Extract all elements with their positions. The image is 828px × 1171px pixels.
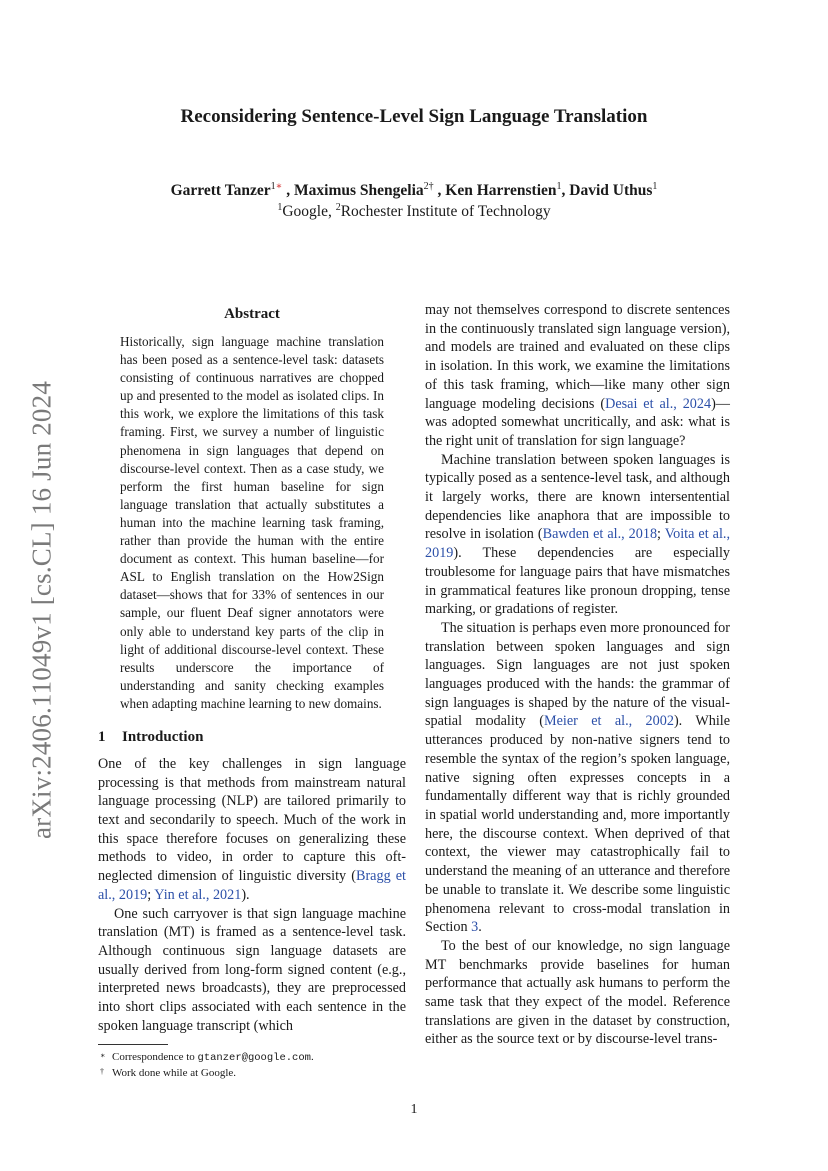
citation-link[interactable]: Meier et al., 2002: [543, 713, 674, 730]
intro-paragraph-1: [98, 755, 406, 905]
text-run: .: [478, 919, 482, 936]
author-separator: ,: [282, 182, 295, 200]
intro-paragraph-4: [425, 451, 730, 619]
text-run: ). While utterances produced by non-native signers tend to resemble the syntax of the region’s spoken language, native signing often expresses concepts in a fundamentally different way that is richly grounded in spatial world understanding and, more importantly here, the discourse context. When deprived of that context, the viewer may catastrophically fail to understand the meaning of an utterance and therefore be unable to translate it. We describe some linguistic phenomena relevant to cross-modal translation in Section: [425, 713, 730, 936]
arxiv-identifier: arXiv:2406.11049v1 [cs.CL] 16 Jun 2024: [26, 380, 57, 840]
author-name: Garrett Tanzer: [170, 182, 271, 200]
right-column: [425, 301, 730, 1049]
author-name: David Uthus: [569, 182, 653, 200]
intro-paragraph-2: One such carryover is that sign language machine translation (MT) is framed as a sentence-level task. Although continuous sign language datasets are usually derived from long-form signed content (e.g., interpreted news broadcasts), they are preprocessed into short clips associated with each sentence in the spoken language transcript (which: [98, 905, 406, 1034]
text-run: may not themselves correspond to discrete sentences in the continuously translated sign language version), and models are trained and evaluated on these clips in isolation. In this work, we examine the limitations of this task framing, which—like many other sign language modeling decisions (: [425, 302, 730, 412]
footnote-mark: ∗: [100, 1051, 106, 1060]
text-run: ). These dependencies are especially troublesome for language pairs that have mismatches in grammatical features like pronoun dropping, tense marking, or gradations of register.: [425, 545, 730, 618]
affil-rit: Rochester Institute of Technology: [340, 203, 551, 221]
text-run: ).: [241, 886, 250, 903]
text-run: )—was adopted somewhat uncritically, and ask: what is the right unit of translation for sign language?: [425, 395, 730, 449]
section-title: Introduction: [122, 728, 204, 745]
affil-sup: 1: [277, 202, 283, 213]
citation-link[interactable]: Bawden et al., 2018: [542, 526, 658, 543]
email-link[interactable]: gtanzer@google.com: [197, 1052, 311, 1064]
abstract-text: Historically, sign language machine translation has been posed as a sentence-level task: datasets consisting of continuous narratives are chopped up and presented to the model as isolated clips. In this work, we explore the limitations of this task framing. First, we survey a number of linguistic phenomena in sign languages that depend on discourse-level context. Then as a case study, we perform the first human baseline for sign language translation that actually substitutes a human into the machine learning task framing, rather than provide the human with the entire document as context. This human baseline—for ASL to English translation on the How2Sign dataset—shows that for 33% of sentences in our sample, our fluent Deaf signer annotators were only able to understand key parts of the clip in light of additional discourse-level context. These results underscore the importance of understanding and sanity checking examples when adapting machine learning to new domains.: [120, 334, 384, 711]
text-run: ;: [657, 526, 665, 543]
paper-title: Reconsidering Sentence-Level Sign Language Translation: [180, 106, 648, 127]
text-run: .: [310, 1051, 314, 1063]
abstract-heading: Abstract: [224, 306, 280, 322]
text-run: One of the key challenges in sign language processing is that methods from mainstream natural language processing (NLP) are tailored primarily to text and secondarily to speech. Much of the work in this space therefore focuses on generalizing these methods to video, in order to capture this oft-neglected dimension of linguistic diversity (: [98, 755, 406, 885]
author-separator: ,: [433, 182, 446, 200]
affil-sup: 2: [335, 202, 341, 213]
author-separator: ,: [561, 182, 570, 200]
footnote-1: [98, 1050, 406, 1066]
footnotes: [98, 1044, 406, 1081]
page-number: 1: [410, 1102, 418, 1117]
citation-link[interactable]: Desai et al., 2024: [605, 395, 712, 412]
footnote-rule: [98, 1044, 168, 1045]
affiliations: [0, 198, 828, 222]
affil-google: Google,: [282, 203, 336, 221]
text-run: Machine translation between spoken languages is typically posed as a sentence-level task, and although it largely works, there are known intersentential dependencies like anaphora that are impossible to resolve in isolation (: [425, 451, 730, 543]
intro-paragraph-3: [425, 301, 730, 451]
citation-link[interactable]: Voita et al., 2019: [425, 526, 730, 562]
section-link[interactable]: 3: [471, 919, 479, 936]
author-name: Ken Harrenstien: [445, 182, 557, 200]
citation-link[interactable]: Bragg et al., 2019: [98, 868, 406, 903]
footnote-mark: †: [100, 1067, 104, 1076]
footnote-2: [98, 1066, 406, 1081]
citation-link[interactable]: Yin et al., 2021: [154, 886, 242, 903]
text-run: ;: [147, 886, 155, 903]
section-heading-introduction: [98, 729, 406, 749]
text-run: The situation is perhaps even more pronounced for translation between spoken languages and sign languages. Sign languages are not just spoken languages produced with the hands: the grammar of sign languages is shaped by the nature of the visual-spatial modality (: [425, 619, 730, 730]
author-affil-sup: 1: [652, 181, 658, 192]
arxiv-sidebar: [12, 370, 72, 850]
footnote-link[interactable]: ∗: [275, 181, 283, 192]
author-affil-sup: 1: [270, 181, 276, 192]
author-affil-sup: 2†: [423, 181, 434, 192]
text-run: Work done while at Google.: [112, 1067, 237, 1079]
section-number: 1: [98, 728, 106, 745]
text-run: Correspondence to: [112, 1051, 198, 1063]
intro-paragraph-6: To the best of our knowledge, no sign language MT benchmarks provide baselines for human performance that actually ask humans to perform the same task that they expect of the model. Reference translations are given in the dataset by construction, either as the source text or by discourse-level trans-: [425, 937, 730, 1048]
intro-paragraph-5: [425, 619, 730, 937]
left-column: [98, 306, 406, 1036]
author-affil-sup: 1: [556, 181, 562, 192]
author-name: Maximus Shengelia: [294, 182, 424, 200]
